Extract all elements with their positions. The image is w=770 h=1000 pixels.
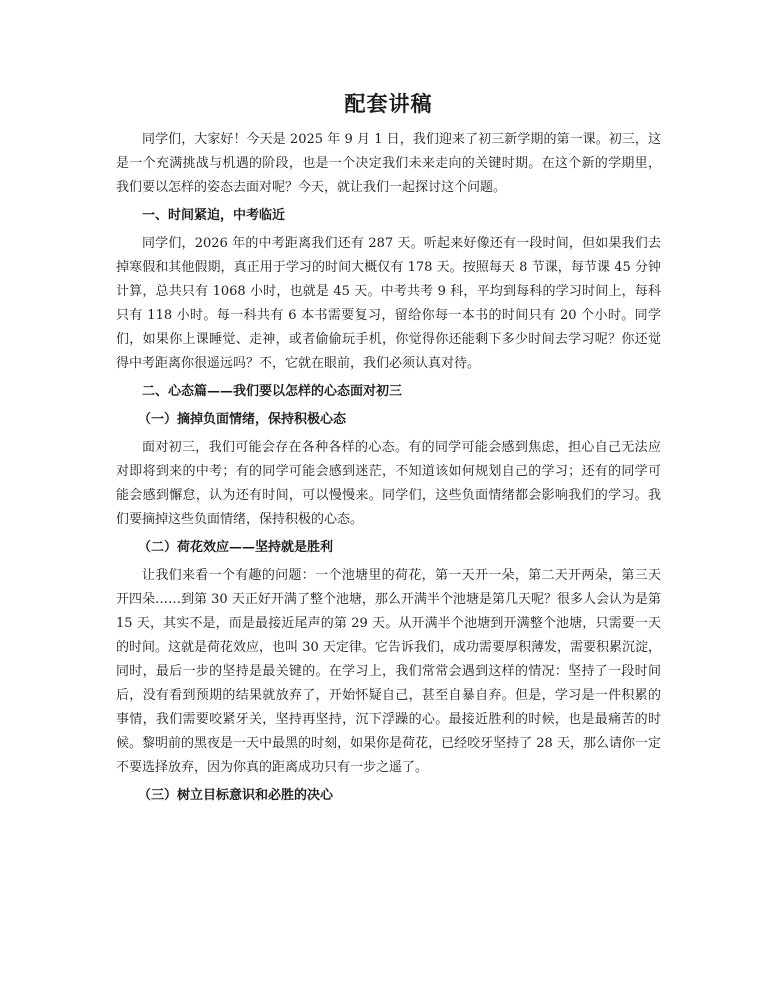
subsection-paragraph-lotus: 让我们来看一个有趣的问题：一个池塘里的荷花，第一天开一朵，第二天开两朵，第三天开四朵……到第 30 天正好开满了整个池塘，那么开满半个池塘是第几天呢？很多人会认为是第 15 天，其实不是，而是最接近尾声的第 29 天。从开满半个池塘到开满整个池塘，只需要一天的时间。这就是荷花效应，也叫 30 天定律。它告诉我们，成功需要厚积薄发，需要积累沉淀，同时，最后一步的坚持是最关键的。在学习上，我们常常会遇到这样的情况：坚持了一段时间后，没有看到预期的结果就放弃了，开始怀疑自己，甚至自暴自弃。但是，学习是一件积累的事情，我们需要咬紧牙关，坚持再坚持，沉下浮躁的心。最接近胜利的时候，也是最痛苦的时候。黎明前的黑夜是一天中最黑的时刻，如果你是荷花，已经咬牙坚持了 28 天，那么请你一定不要选择放弃，因为你真的距离成功只有一步之遥了。: [116, 568, 661, 775]
subsection-heading-lotus: （二）荷花效应——坚持就是胜利: [138, 540, 334, 555]
section-paragraph-time: 同学们，2026 年的中考距离我们还有 287 天。听起来好像还有一段时间，但如果我们去掉寒假和其他假期，真正用于学习的时间大概仅有 178 天。按照每天 8 节课，每节课 45 分钟计算，总共只有 1068 小时，也就是 45 天。中考共考 9 科，平均到每科的学习时间上，每科只有 118 小时。每一科共有 6 本书需要复习，留给你每一本书的时间只有 20 个小时。同学们，如果你上课睡觉、走神，或者偷偷玩手机，你觉得你还能剩下多少时间去学习呢？你还觉得中考距离你很遥远吗？不，它就在眼前，我们必须认真对待。: [116, 236, 661, 371]
intro-paragraph: 同学们，大家好！今天是 2025 年 9 月 1 日，我们迎来了初三新学期的第一课。初三，这是一个充满挑战与机遇的阶段，也是一个决定我们未来走向的关键时期。在这个新的学期里，我们要以怎样的姿态去面对呢？今天，就让我们一起探讨这个问题。: [116, 132, 661, 195]
document-title: 配套讲稿: [344, 91, 433, 116]
subsection-heading-positive: （一）摘掉负面情绪，保持积极心态: [138, 412, 347, 427]
section-heading-mindset: 二、心态篇——我们要以怎样的心态面对初三: [142, 384, 403, 399]
subsection-heading-goal: （三）树立目标意识和必胜的决心: [138, 788, 334, 803]
section-heading-time: 一、时间紧迫，中考临近: [142, 208, 286, 223]
document-page: [116, 88, 661, 812]
subsection-paragraph-positive: 面对初三，我们可能会存在各种各样的心态。有的同学可能会感到焦虑，担心自己无法应对即将到来的中考；有的同学可能会感到迷茫，不知道该如何规划自己的学习；还有的同学可能会感到懈怠，认为还有时间，可以慢慢来。同学们，这些负面情绪都会影响我们的学习。我们要摘掉这些负面情绪，保持积极的心态。: [116, 440, 661, 527]
